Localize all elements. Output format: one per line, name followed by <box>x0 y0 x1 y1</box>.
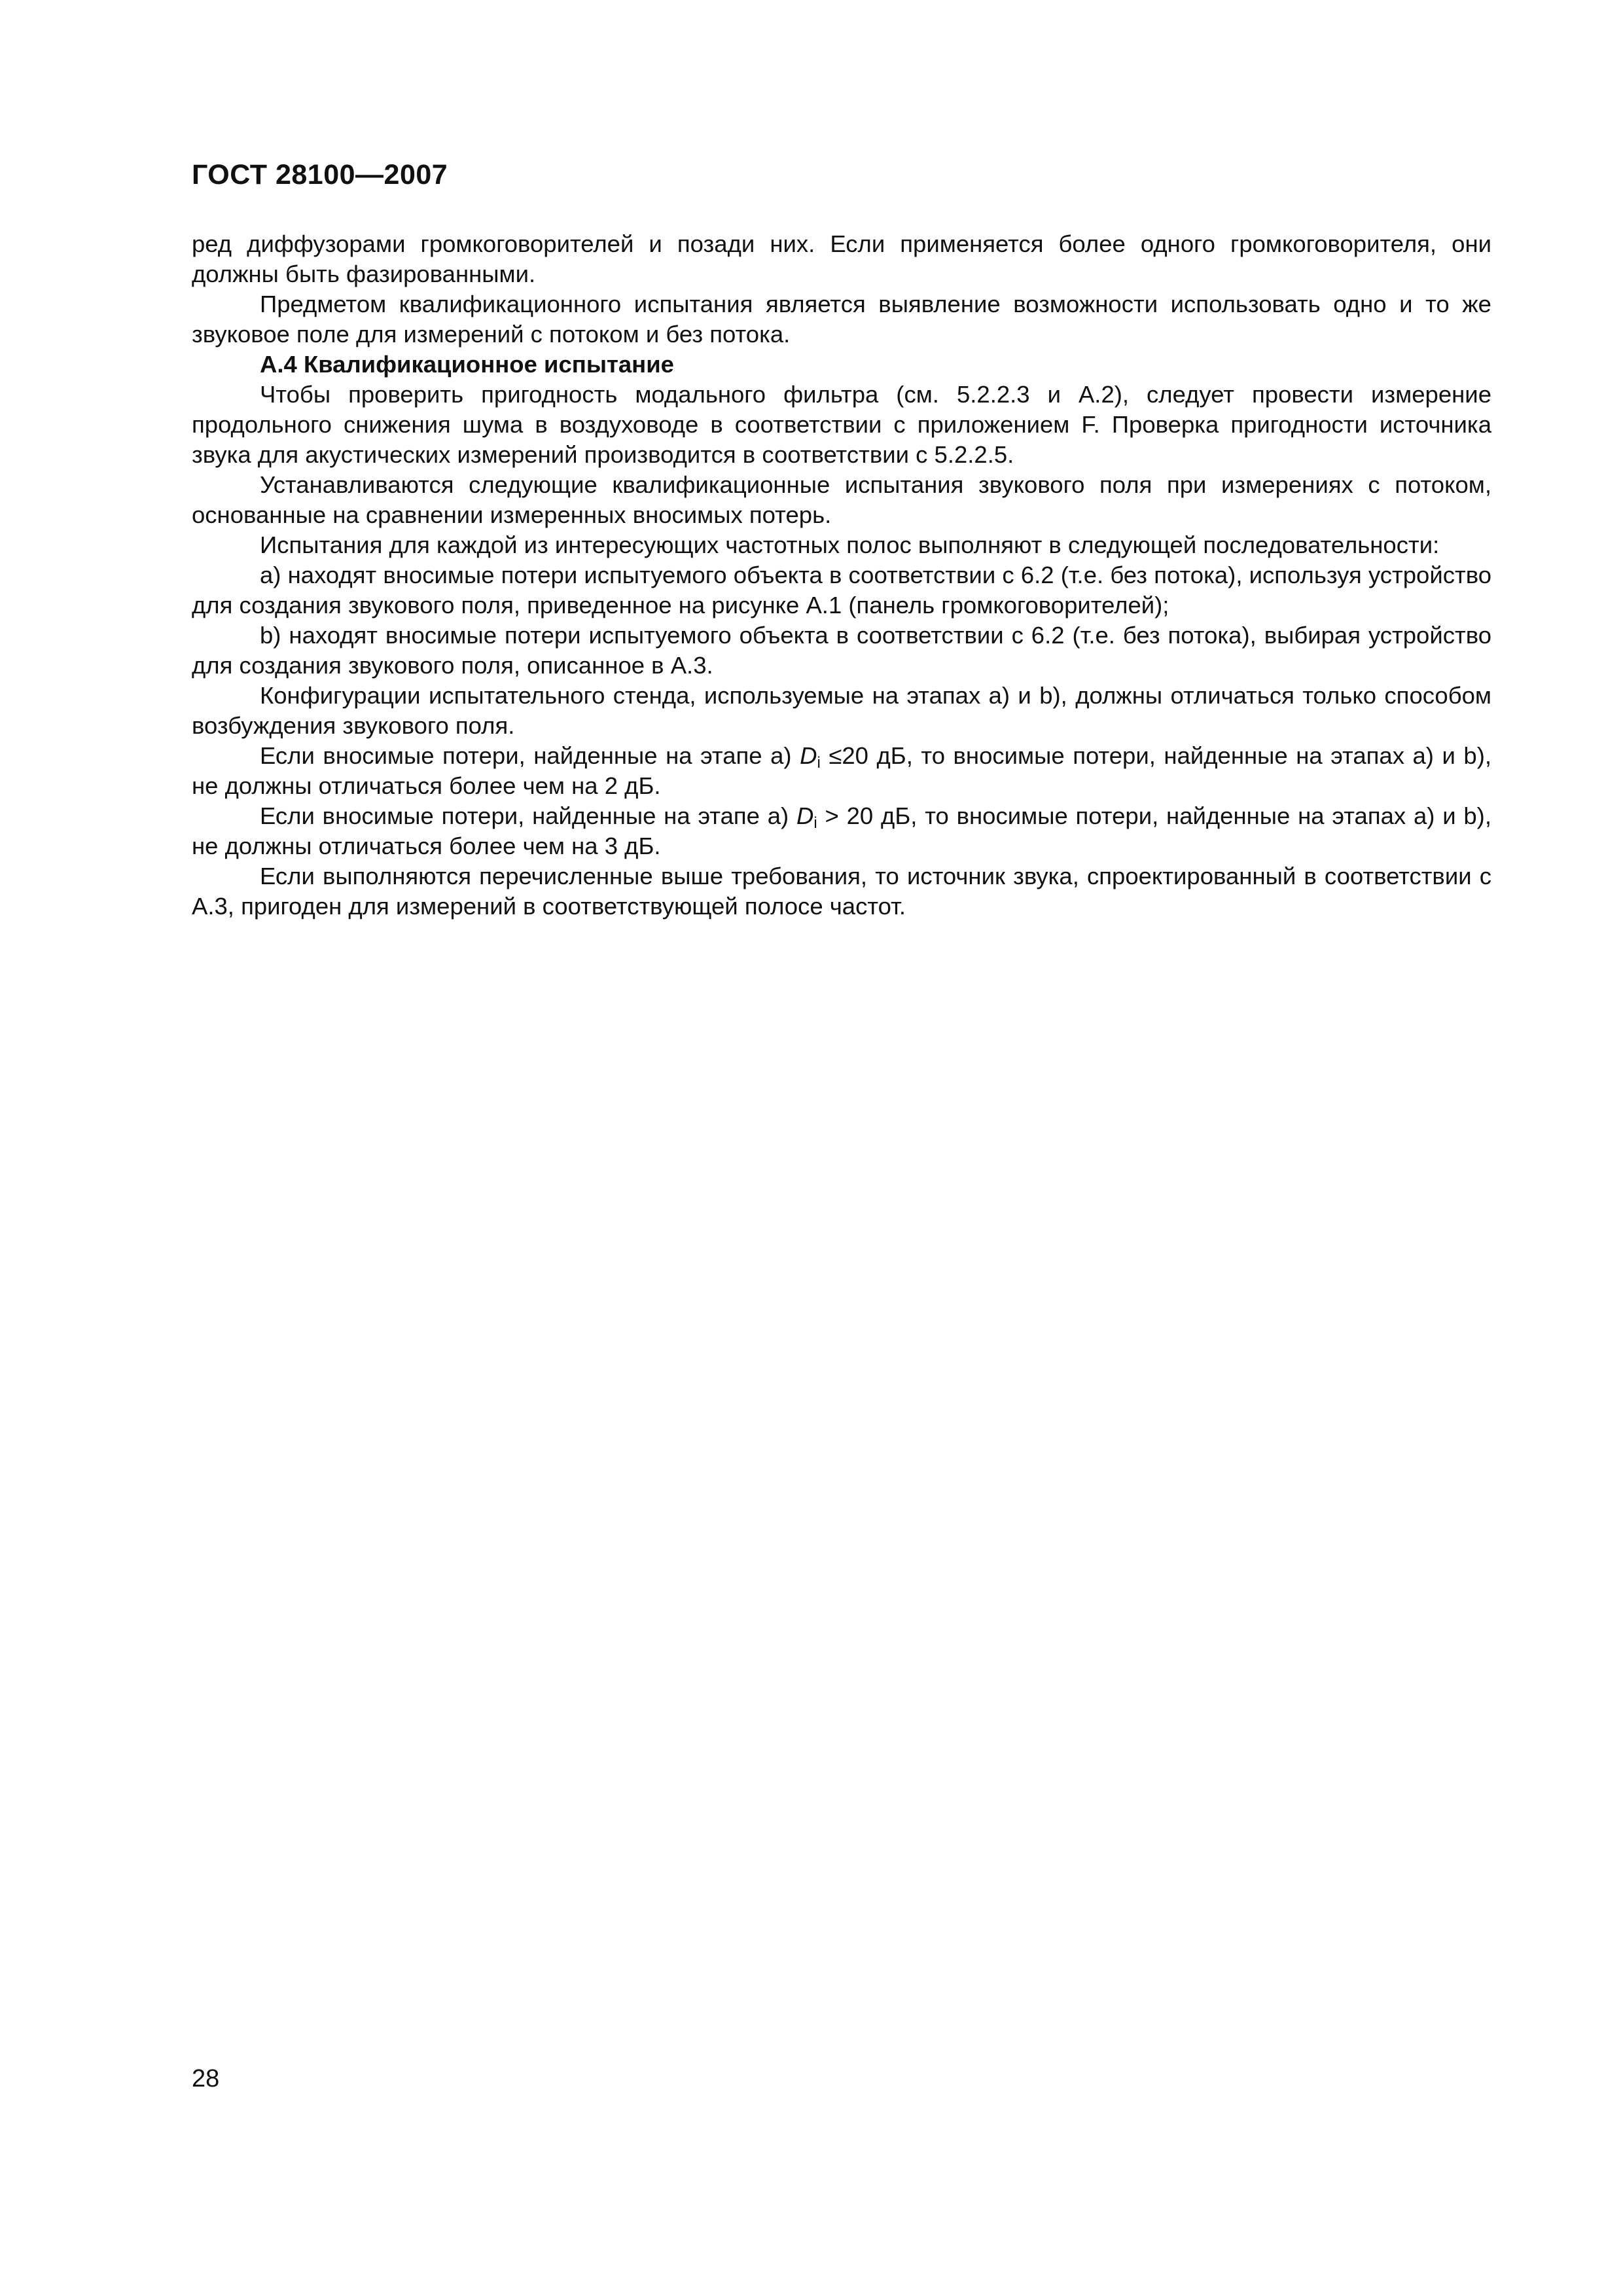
paragraph-sequence-intro: Испытания для каждой из интересующих частотных полос выполняют в следующей последовательности: <box>260 531 1440 558</box>
math-variable: D <box>796 802 814 829</box>
text-segment: ≤20 дБ, то вносимые потери, найденные на этапах а) и b), не должны отличаться более чем на 2 дБ. <box>192 742 1491 799</box>
paragraph-conclusion: Если выполняются перечисленные выше требования, то источник звука, спроектированный в соответствии с А.3, пригоден для измерений в соответствующей полосе частот. <box>192 863 1491 920</box>
page-number: 28 <box>192 2065 220 2092</box>
math-subscript: i <box>813 814 817 832</box>
text-segment: Если вносимые потери, найденные на этапе а) <box>260 742 800 769</box>
paragraph-configuration: Конфигурации испытательного стенда, используемые на этапах а) и b), должны отличаться только способом возбуждения звукового поля. <box>192 682 1491 739</box>
text-segment: > 20 дБ, то вносимые потери, найденные на этапах а) и b), не должны отличаться более чем на 3 дБ. <box>192 802 1491 859</box>
paragraph-condition-le20 <box>192 741 1491 801</box>
document-header: ГОСТ 28100—2007 <box>192 159 448 190</box>
paragraph-purpose: Предметом квалификационного испытания является выявление возможности использовать одно и то же звуковое поле для измерений с потоком и без потока. <box>192 291 1491 348</box>
text-segment: Если вносимые потери, найденные на этапе а) <box>260 802 796 829</box>
math-variable: D <box>800 742 817 769</box>
paragraph-continuation: ред диффузорами громкоговорителей и позади них. Если применяется более одного громкоговорителя, они должны быть фазированными. <box>192 230 1491 287</box>
section-heading: А.4 Квалификационное испытание <box>260 351 674 378</box>
paragraph-condition-gt20 <box>192 801 1491 861</box>
paragraph-modal-filter: Чтобы проверить пригодность модального фильтра (см. 5.2.2.3 и А.2), следует провести измерение продольного снижения шума в воздуховоде в соответствии с приложением F. Проверка пригодности источника звука для акустических измерений производится в соответствии с 5.2.2.5. <box>192 381 1491 468</box>
list-item-b: b) находят вносимые потери испытуемого объекта в соответствии с 6.2 (т.е. без потока), выбирая устройство для создания звукового поля, описанное в А.3. <box>192 622 1491 679</box>
list-item-a: а) находят вносимые потери испытуемого объекта в соответствии с 6.2 (т.е. без потока), используя устройство для создания звукового поля, приведенное на рисунке А.1 (панель громкоговорителей); <box>192 562 1491 619</box>
paragraph-qualification-tests: Устанавливаются следующие квалификационные испытания звукового поля при измерениях с потоком, основанные на сравнении измеренных вносимых потерь. <box>192 471 1491 528</box>
math-subscript: i <box>817 754 821 772</box>
document-body <box>192 229 1491 922</box>
